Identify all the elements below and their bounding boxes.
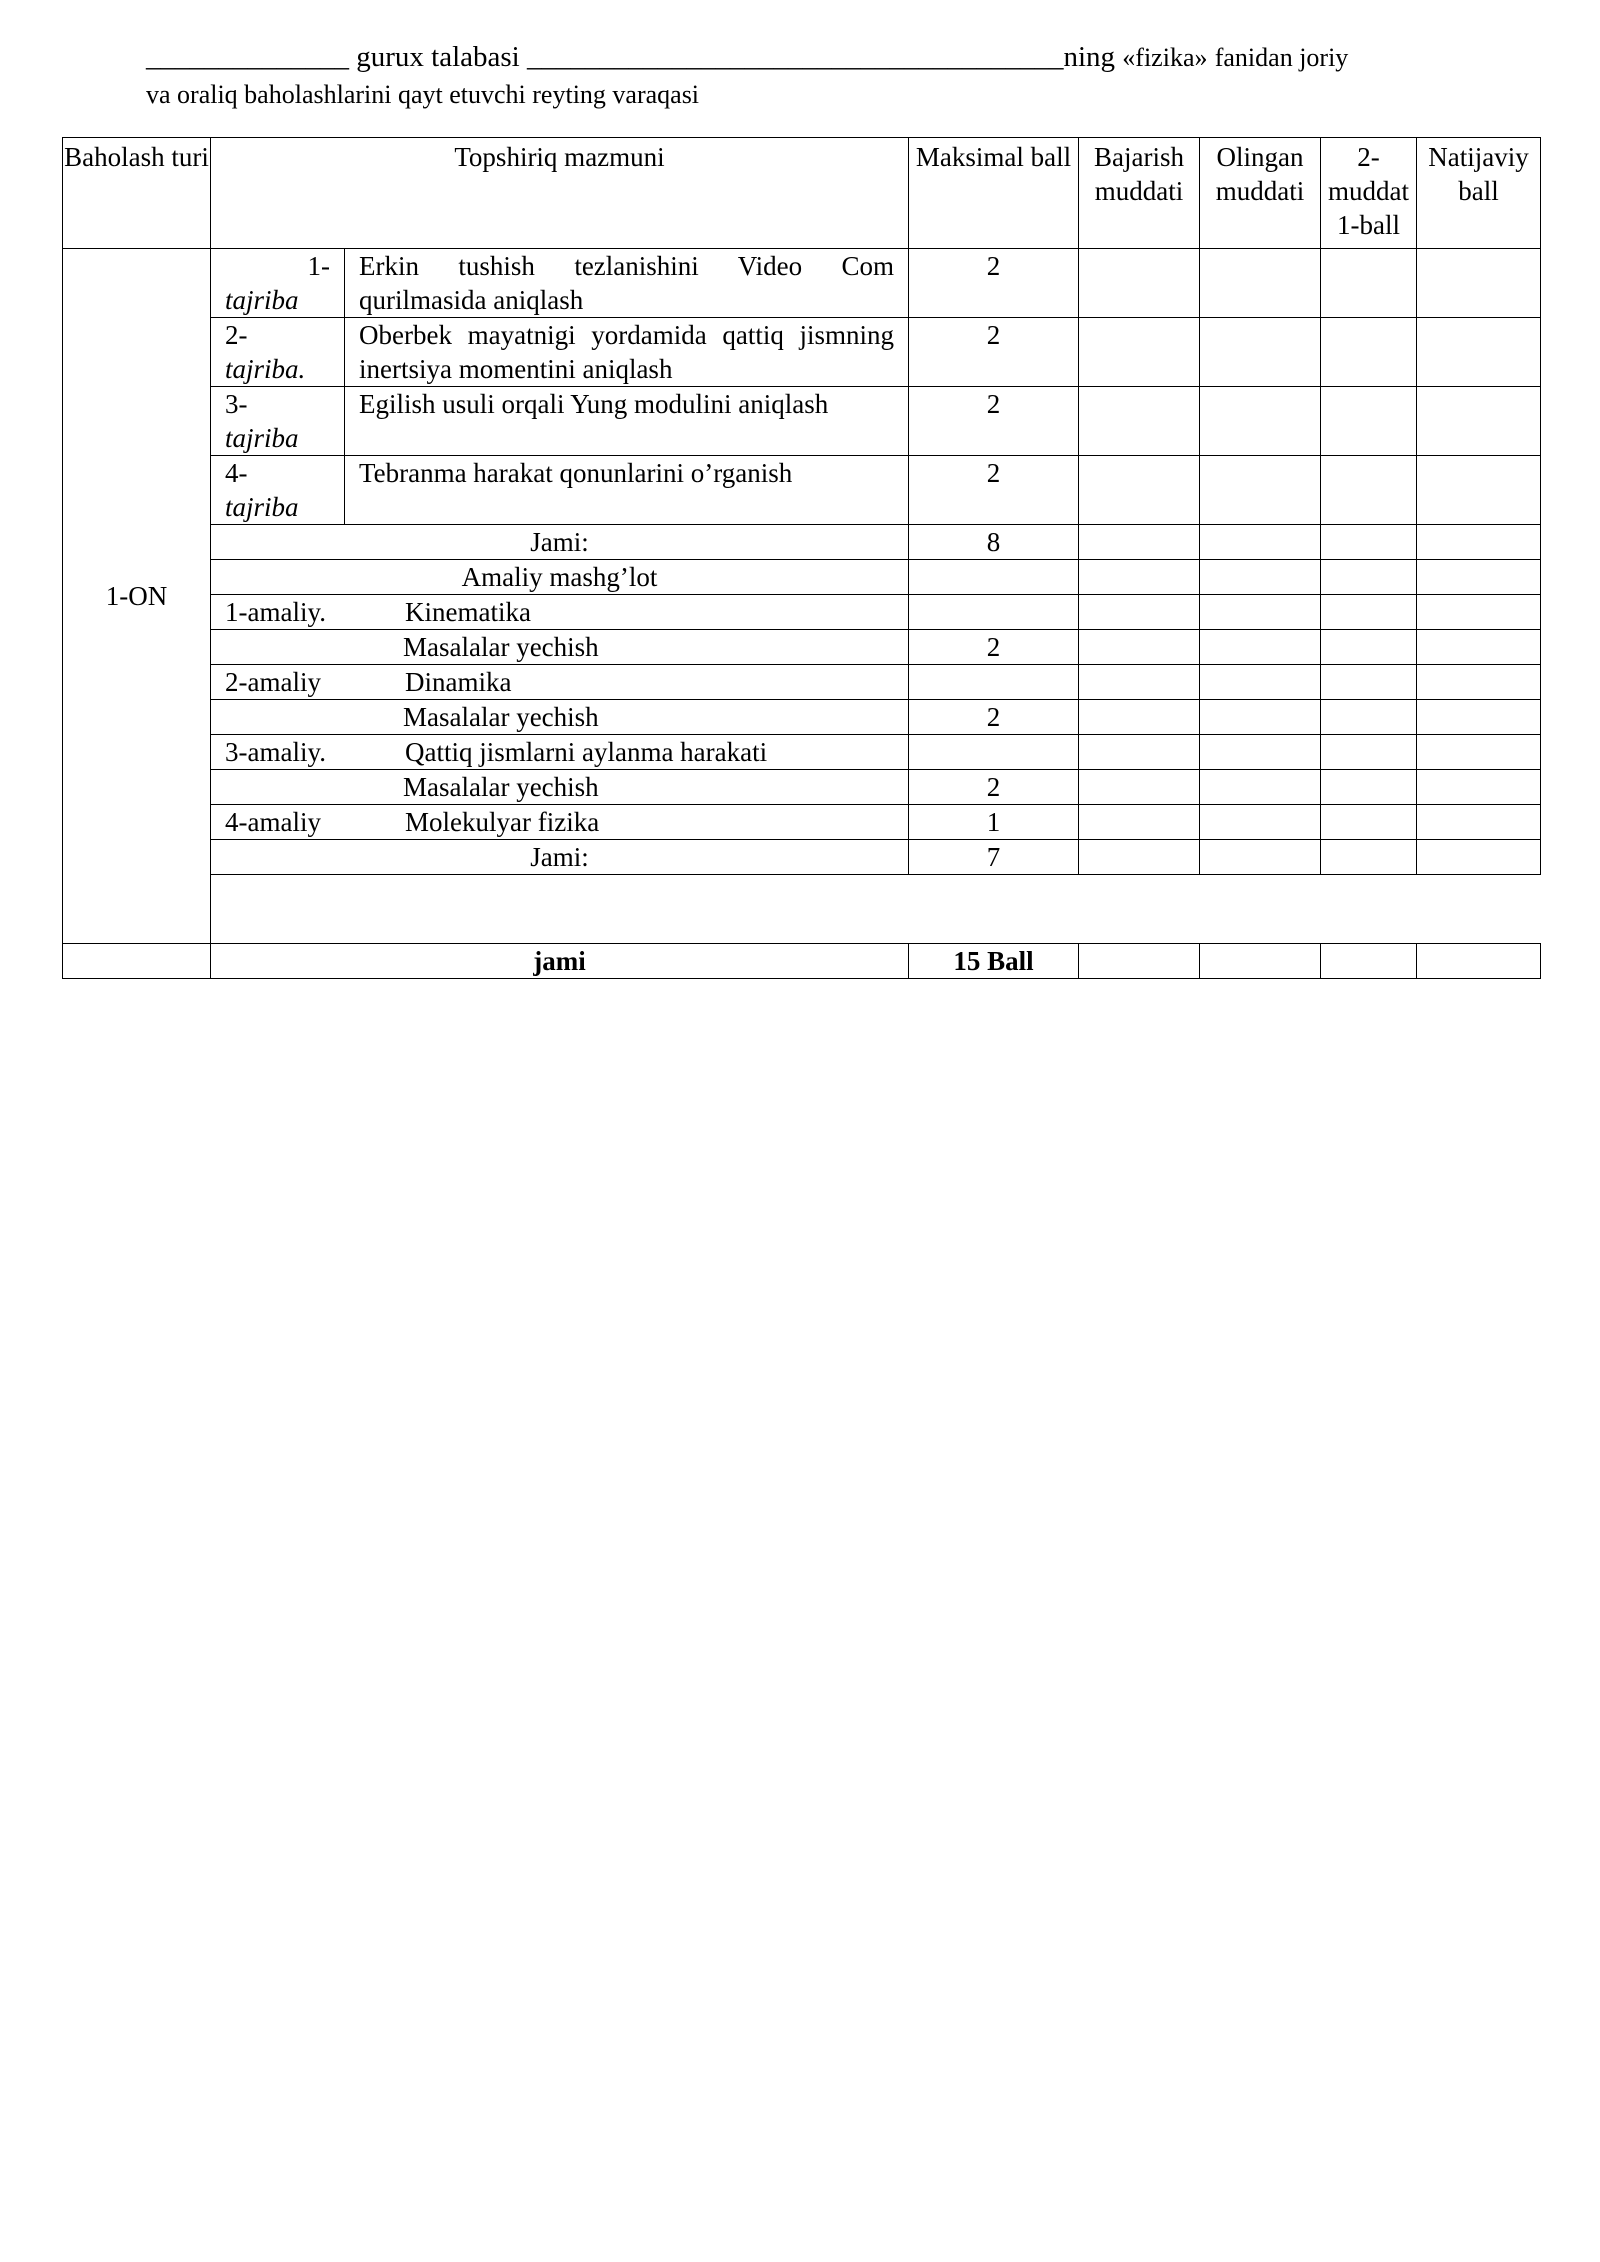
ning-text: ning [1063,41,1116,73]
deadline-cell [1079,318,1200,387]
total-row [63,944,1541,979]
header-second-term: 2-muddat 1-ball [1321,138,1417,249]
experiment-description: Oberbek mayatnigi yordamida qattiq jismning inertsiya momentini aniqlash [345,318,909,387]
table-row [63,805,1541,840]
name-blank: _____________________________________ [526,41,1064,73]
second-term-cell [1321,387,1417,456]
header-deadline: Bajarish muddati [1079,138,1200,249]
max-score: 2 [909,630,1079,665]
header-max: Maksimal ball [909,138,1079,249]
header-content: Topshiriq mazmuni [211,138,909,249]
subtotal-row [63,525,1541,560]
practical-label-cell [211,735,909,770]
experiment-number: 2- tajriba. [211,318,345,387]
rating-table [62,137,1541,979]
practical-label: 1-amaliy. [225,597,326,627]
table-row [63,700,1541,735]
table-row [63,387,1541,456]
result-cell [1417,318,1541,387]
group-blank: ______________ [146,41,349,73]
experiment-number: 3- tajriba [211,387,345,456]
max-score: 2 [909,456,1079,525]
experiment-description: Egilish usuli orqali Yung modulini aniqlash [345,387,909,456]
table-row [63,770,1541,805]
table-row [63,456,1541,525]
empty-row [63,875,1541,944]
experiment-description: Erkin tushish tezlanishini Video Com qurilmasida aniqlash [345,249,909,318]
received-cell [1200,456,1321,525]
table-row [63,595,1541,630]
header-tail: fanidan joriy [1214,43,1349,72]
max-score: 2 [909,700,1079,735]
max-score: 2 [909,387,1079,456]
practical-label-cell [211,805,909,840]
deadline-cell [1079,387,1200,456]
subtotal-label: Jami: [211,525,909,560]
header-type: Baholash turi [63,138,211,249]
header-received: Olingan muddati [1200,138,1321,249]
total-max: 15 Ball [909,944,1079,979]
practical-topic: Dinamika [405,667,512,697]
table-row [63,249,1541,318]
received-cell [1200,249,1321,318]
practical-task: Masalalar yechish [403,772,599,802]
max-score: 2 [909,770,1079,805]
practical-topic: Qattiq jismlarni aylanma harakati [405,737,768,767]
practical-task-cell [211,770,909,805]
max-score: 2 [909,249,1079,318]
result-cell [1417,249,1541,318]
practical-task: Masalalar yechish [403,632,599,662]
table-row [63,735,1541,770]
practical-label-cell [211,595,909,630]
deadline-cell [1079,249,1200,318]
total-label: jami [211,944,909,979]
table-row [63,318,1541,387]
subtotal-label: Jami: [211,840,909,875]
max-score: 1 [909,805,1079,840]
practical-section-title: Amaliy mashg’lot [211,560,909,595]
header-line-2: va oraliq baholashlarini qayt etuvchi reyting varaqasi [146,80,700,109]
practical-label: 3-amaliy. [225,737,326,767]
subtotal-row [63,840,1541,875]
experiment-number: 4- tajriba [211,456,345,525]
practical-topic: Kinematika [405,597,531,627]
second-term-cell [1321,318,1417,387]
result-cell [1417,387,1541,456]
second-term-cell [1321,456,1417,525]
practical-label: 2-amaliy [225,667,321,697]
practical-task-cell [211,630,909,665]
received-cell [1200,318,1321,387]
header-result: Natijaviy ball [1417,138,1541,249]
experiment-description: Tebranma harakat qonunlarini o’rganish [345,456,909,525]
document-header [146,38,1486,113]
deadline-cell [1079,456,1200,525]
max-score: 2 [909,318,1079,387]
header-line-1 [146,38,1486,77]
practical-label-cell [211,665,909,700]
result-cell [1417,456,1541,525]
group-student-text: gurux talabasi [356,41,520,73]
second-term-cell [1321,249,1417,318]
assessment-type-cell: 1-ON [63,249,211,944]
subject-text: «fizika» [1122,43,1208,72]
table-header-row [63,138,1541,249]
practical-task-cell [211,700,909,735]
practical-topic: Molekulyar fizika [405,807,600,837]
subtotal-max: 8 [909,525,1079,560]
table-row [63,665,1541,700]
practical-label: 4-amaliy [225,807,321,837]
practical-task: Masalalar yechish [403,702,599,732]
table-row [63,630,1541,665]
subtotal-max: 7 [909,840,1079,875]
received-cell [1200,387,1321,456]
experiment-number: 1- tajriba [211,249,345,318]
section-title-row [63,560,1541,595]
